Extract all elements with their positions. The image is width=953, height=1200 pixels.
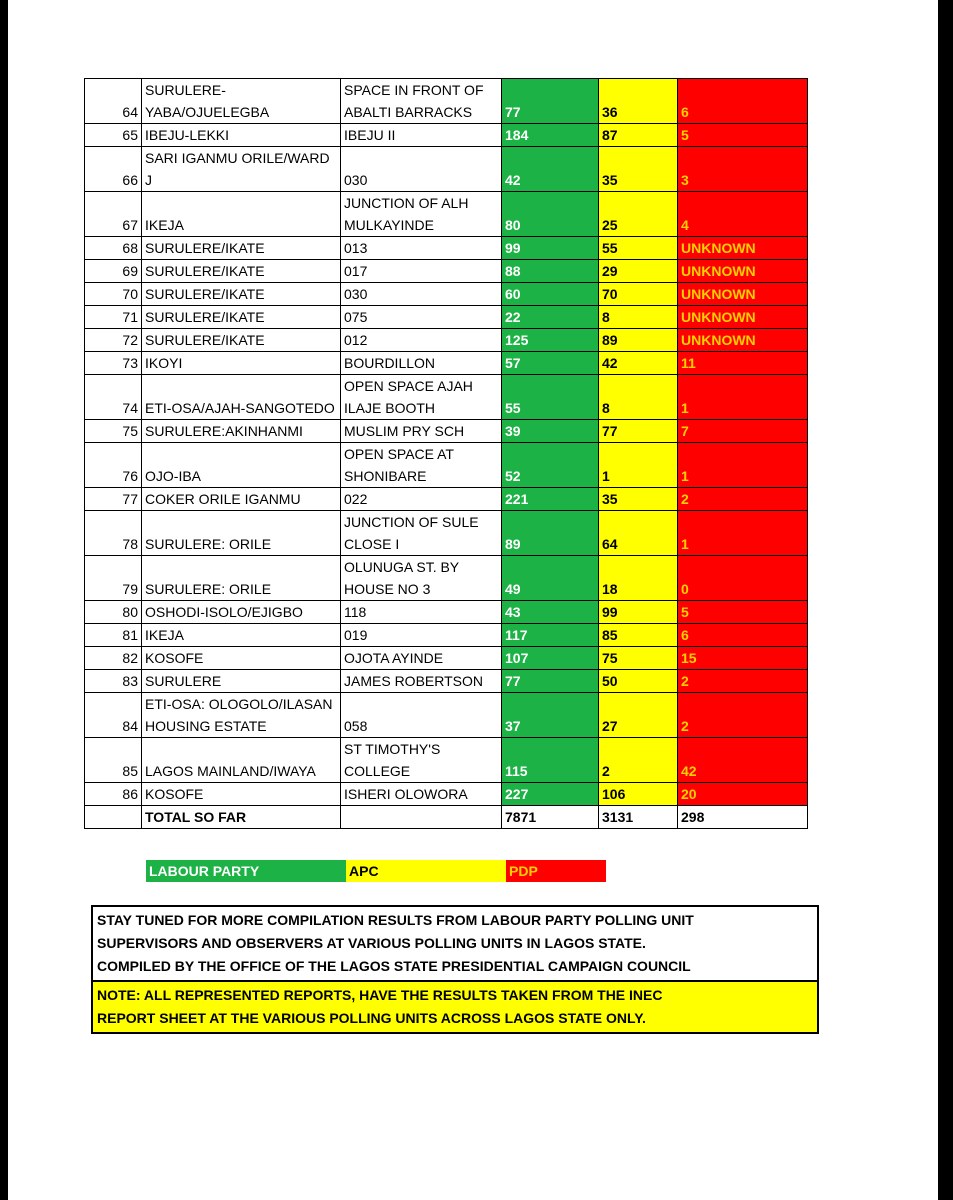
- area-cell: [142, 237, 341, 260]
- row-number: 74: [85, 375, 142, 420]
- apc-votes: 106: [599, 783, 678, 806]
- location-cell: [341, 488, 502, 511]
- total-label: TOTAL SO FAR: [142, 806, 341, 829]
- apc-votes: 87: [599, 124, 678, 147]
- result-row: [85, 624, 808, 647]
- labour-votes: 57: [502, 352, 599, 375]
- total-num-cell: [85, 806, 142, 829]
- result-row: [85, 420, 808, 443]
- notice-text: [93, 907, 817, 980]
- result-row: [85, 306, 808, 329]
- result-row: [85, 783, 808, 806]
- notice-line: SUPERVISORS AND OBSERVERS AT VARIOUS POLLING UNITS IN LAGOS STATE.: [97, 935, 646, 951]
- area-line: IBEJU-LEKKI: [145, 127, 230, 143]
- labour-votes: 43: [502, 601, 599, 624]
- result-row: [85, 511, 808, 556]
- area-line: SURULERE/IKATE: [145, 286, 265, 302]
- area-cell: [142, 420, 341, 443]
- apc-votes: 70: [599, 283, 678, 306]
- labour-votes: 125: [502, 329, 599, 352]
- pdp-votes: 2: [678, 670, 808, 693]
- location-line: 058: [344, 718, 368, 734]
- apc-votes: 99: [599, 601, 678, 624]
- area-line: [145, 443, 337, 465]
- labour-votes: 52: [502, 443, 599, 488]
- apc-votes: 77: [599, 420, 678, 443]
- apc-votes: 25: [599, 192, 678, 237]
- apc-votes: 18: [599, 556, 678, 601]
- area-line: SURULERE: [145, 673, 222, 689]
- result-row: [85, 556, 808, 601]
- area-line: SURULERE/IKATE: [145, 240, 265, 256]
- apc-votes: 1: [599, 443, 678, 488]
- area-cell: [142, 352, 341, 375]
- pdp-votes: 42: [678, 738, 808, 783]
- pdp-votes: 11: [678, 352, 808, 375]
- area-line: [145, 192, 337, 214]
- legend-apc: APC: [346, 860, 506, 882]
- location-line: 030: [344, 286, 368, 302]
- labour-votes: 115: [502, 738, 599, 783]
- row-number: 64: [85, 79, 142, 124]
- area-line: SURULERE/IKATE: [145, 309, 265, 325]
- result-row: [85, 124, 808, 147]
- location-line: 118: [344, 604, 367, 620]
- area-line: [145, 738, 337, 760]
- pdp-votes: 4: [678, 192, 808, 237]
- area-cell: [142, 647, 341, 670]
- apc-votes: 75: [599, 647, 678, 670]
- labour-votes: 39: [502, 420, 599, 443]
- location-cell: [341, 443, 502, 488]
- labour-votes: 221: [502, 488, 599, 511]
- location-line: ST TIMOTHY'S: [344, 741, 441, 757]
- area-line: COKER ORILE IGANMU: [145, 491, 301, 507]
- row-number: 66: [85, 147, 142, 192]
- result-row: [85, 329, 808, 352]
- pdp-votes: 2: [678, 488, 808, 511]
- area-line: SURULERE:AKINHANMI: [145, 423, 303, 439]
- area-cell: [142, 488, 341, 511]
- area-cell: [142, 443, 341, 488]
- apc-votes: 8: [599, 375, 678, 420]
- note-line: REPORT SHEET AT THE VARIOUS POLLING UNITS ACROSS LAGOS STATE ONLY.: [97, 1010, 646, 1026]
- location-line: 017: [344, 263, 368, 279]
- apc-votes: 36: [599, 79, 678, 124]
- location-line: 012: [344, 332, 368, 348]
- area-line: OSHODI-ISOLO/EJIGBO: [145, 604, 303, 620]
- location-cell: [341, 306, 502, 329]
- result-row: [85, 237, 808, 260]
- area-cell: [142, 624, 341, 647]
- note-line: NOTE: ALL REPRESENTED REPORTS, HAVE THE RESULTS TAKEN FROM THE INEC: [97, 987, 663, 1003]
- location-cell: [341, 147, 502, 192]
- labour-votes: 89: [502, 511, 599, 556]
- row-number: 79: [85, 556, 142, 601]
- location-line: IBEJU II: [344, 127, 396, 143]
- location-cell: [341, 738, 502, 783]
- notice-line: STAY TUNED FOR MORE COMPILATION RESULTS FROM LABOUR PARTY POLLING UNIT: [97, 912, 694, 928]
- area-line: [145, 375, 337, 397]
- pdp-votes: UNKNOWN: [678, 329, 808, 352]
- labour-votes: 184: [502, 124, 599, 147]
- result-row: [85, 488, 808, 511]
- location-cell: [341, 375, 502, 420]
- location-line: JAMES ROBERTSON: [344, 673, 483, 689]
- pdp-votes: 1: [678, 511, 808, 556]
- pdp-votes: 7: [678, 420, 808, 443]
- area-cell: [142, 738, 341, 783]
- location-cell: [341, 511, 502, 556]
- labour-votes: 42: [502, 147, 599, 192]
- location-line: JUNCTION OF ALH: [344, 195, 469, 211]
- apc-votes: 29: [599, 260, 678, 283]
- pdp-votes: 5: [678, 124, 808, 147]
- location-line: [344, 693, 498, 715]
- labour-votes: 55: [502, 375, 599, 420]
- area-cell: [142, 783, 341, 806]
- area-line: SURULERE: ORILE: [145, 581, 272, 597]
- apc-votes: 55: [599, 237, 678, 260]
- apc-votes: 89: [599, 329, 678, 352]
- apc-votes: 50: [599, 670, 678, 693]
- legend-labour-party: LABOUR PARTY: [146, 860, 346, 882]
- result-row: [85, 79, 808, 124]
- area-cell: [142, 79, 341, 124]
- row-number: 85: [85, 738, 142, 783]
- location-line: OLUNUGA ST. BY: [344, 559, 460, 575]
- labour-votes: 22: [502, 306, 599, 329]
- location-line: COLLEGE: [344, 763, 411, 779]
- pdp-votes: 6: [678, 79, 808, 124]
- result-row: [85, 283, 808, 306]
- row-number: 73: [85, 352, 142, 375]
- row-number: 86: [85, 783, 142, 806]
- total-labour: 7871: [502, 806, 599, 829]
- row-number: 72: [85, 329, 142, 352]
- area-line: SURULERE/IKATE: [145, 263, 265, 279]
- area-cell: [142, 375, 341, 420]
- apc-votes: 64: [599, 511, 678, 556]
- row-number: 67: [85, 192, 142, 237]
- labour-votes: 107: [502, 647, 599, 670]
- pdp-votes: 2: [678, 693, 808, 738]
- area-line: YABA/OJUELEGBA: [145, 104, 270, 120]
- area-cell: [142, 124, 341, 147]
- area-cell: [142, 556, 341, 601]
- notice-line: COMPILED BY THE OFFICE OF THE LAGOS STATE PRESIDENTIAL CAMPAIGN COUNCIL: [97, 958, 691, 974]
- row-number: 75: [85, 420, 142, 443]
- area-line: OJO-IBA: [145, 468, 202, 484]
- area-cell: [142, 192, 341, 237]
- row-number: 83: [85, 670, 142, 693]
- area-line: LAGOS MAINLAND/IWAYA: [145, 763, 316, 779]
- area-line: [145, 511, 337, 533]
- row-number: 84: [85, 693, 142, 738]
- apc-votes: 35: [599, 488, 678, 511]
- area-line: KOSOFE: [145, 650, 204, 666]
- location-cell: [341, 283, 502, 306]
- location-line: MULKAYINDE: [344, 217, 434, 233]
- labour-votes: 80: [502, 192, 599, 237]
- area-line: IKOYI: [145, 355, 183, 371]
- apc-votes: 27: [599, 693, 678, 738]
- location-cell: [341, 624, 502, 647]
- location-cell: [341, 647, 502, 670]
- pdp-votes: UNKNOWN: [678, 283, 808, 306]
- result-row: [85, 352, 808, 375]
- area-line: IKEJA: [145, 627, 184, 643]
- location-line: 022: [344, 491, 368, 507]
- location-line: 019: [344, 627, 368, 643]
- pdp-votes: 15: [678, 647, 808, 670]
- area-cell: [142, 147, 341, 192]
- location-cell: [341, 79, 502, 124]
- result-row: [85, 192, 808, 237]
- area-cell: [142, 601, 341, 624]
- labour-votes: 37: [502, 693, 599, 738]
- note-banner: [93, 980, 817, 1032]
- location-line: 030: [344, 172, 368, 188]
- pdp-votes: 1: [678, 443, 808, 488]
- location-line: OJOTA AYINDE: [344, 650, 444, 666]
- result-row: [85, 375, 808, 420]
- area-line: SURULERE/IKATE: [145, 332, 265, 348]
- row-number: 70: [85, 283, 142, 306]
- result-row: [85, 693, 808, 738]
- area-line: IKEJA: [145, 217, 184, 233]
- location-cell: [341, 601, 502, 624]
- apc-votes: 8: [599, 306, 678, 329]
- results-table: [84, 78, 808, 829]
- area-cell: [142, 329, 341, 352]
- labour-votes: 77: [502, 79, 599, 124]
- row-number: 76: [85, 443, 142, 488]
- location-line: JUNCTION OF SULE: [344, 514, 479, 530]
- labour-votes: 60: [502, 283, 599, 306]
- pdp-votes: UNKNOWN: [678, 260, 808, 283]
- apc-votes: 35: [599, 147, 678, 192]
- apc-votes: 42: [599, 352, 678, 375]
- area-cell: [142, 260, 341, 283]
- pdp-votes: 3: [678, 147, 808, 192]
- location-line: HOUSE NO 3: [344, 581, 431, 597]
- location-line: [344, 147, 498, 169]
- location-line: SPACE IN FRONT OF: [344, 82, 484, 98]
- result-row: [85, 443, 808, 488]
- location-cell: [341, 124, 502, 147]
- row-number: 82: [85, 647, 142, 670]
- location-cell: [341, 237, 502, 260]
- document-page: [8, 0, 938, 1200]
- row-number: 78: [85, 511, 142, 556]
- labour-votes: 49: [502, 556, 599, 601]
- total-apc: 3131: [599, 806, 678, 829]
- result-row: [85, 147, 808, 192]
- location-line: SHONIBARE: [344, 468, 427, 484]
- row-number: 68: [85, 237, 142, 260]
- area-line: ETI-OSA/AJAH-SANGOTEDO: [145, 400, 335, 416]
- row-number: 69: [85, 260, 142, 283]
- area-cell: [142, 283, 341, 306]
- location-cell: [341, 420, 502, 443]
- pdp-votes: UNKNOWN: [678, 237, 808, 260]
- pdp-votes: 1: [678, 375, 808, 420]
- result-row: [85, 601, 808, 624]
- location-line: BOURDILLON: [344, 355, 436, 371]
- location-line: 013: [344, 240, 368, 256]
- location-line: MUSLIM PRY SCH: [344, 423, 465, 439]
- labour-votes: 77: [502, 670, 599, 693]
- location-cell: [341, 352, 502, 375]
- row-number: 77: [85, 488, 142, 511]
- location-cell: [341, 670, 502, 693]
- area-line: HOUSING ESTATE: [145, 718, 267, 734]
- result-row: [85, 670, 808, 693]
- location-line: 075: [344, 309, 368, 325]
- apc-votes: 2: [599, 738, 678, 783]
- area-cell: [142, 693, 341, 738]
- notice-box: [91, 905, 819, 1034]
- result-row: [85, 260, 808, 283]
- pdp-votes: 5: [678, 601, 808, 624]
- result-row: [85, 738, 808, 783]
- area-cell: [142, 670, 341, 693]
- pdp-votes: 0: [678, 556, 808, 601]
- location-cell: [341, 693, 502, 738]
- total-location-cell: [341, 806, 502, 829]
- location-cell: [341, 329, 502, 352]
- row-number: 71: [85, 306, 142, 329]
- location-cell: [341, 192, 502, 237]
- location-line: ISHERI OLOWORA: [344, 786, 468, 802]
- labour-votes: 99: [502, 237, 599, 260]
- result-row: [85, 647, 808, 670]
- area-cell: [142, 306, 341, 329]
- legend-pdp: PDP: [506, 860, 606, 882]
- location-line: CLOSE I: [344, 536, 400, 552]
- row-number: 81: [85, 624, 142, 647]
- location-line: OPEN SPACE AT: [344, 446, 454, 462]
- total-pdp: 298: [678, 806, 808, 829]
- area-line: [145, 556, 337, 578]
- pdp-votes: 6: [678, 624, 808, 647]
- labour-votes: 227: [502, 783, 599, 806]
- area-line: SARI IGANMU ORILE/WARD: [145, 150, 330, 166]
- area-line: SURULERE: ORILE: [145, 536, 272, 552]
- location-cell: [341, 783, 502, 806]
- area-line: J: [145, 172, 152, 188]
- location-line: OPEN SPACE AJAH: [344, 378, 473, 394]
- location-cell: [341, 260, 502, 283]
- apc-votes: 85: [599, 624, 678, 647]
- labour-votes: 117: [502, 624, 599, 647]
- row-number: 80: [85, 601, 142, 624]
- location-line: ABALTI BARRACKS: [344, 104, 473, 120]
- area-cell: [142, 511, 341, 556]
- location-line: ILAJE BOOTH: [344, 400, 436, 416]
- area-line: SURULERE-: [145, 82, 226, 98]
- location-cell: [341, 556, 502, 601]
- row-number: 65: [85, 124, 142, 147]
- total-row: [85, 806, 808, 829]
- pdp-votes: 20: [678, 783, 808, 806]
- labour-votes: 88: [502, 260, 599, 283]
- area-line: KOSOFE: [145, 786, 204, 802]
- pdp-votes: UNKNOWN: [678, 306, 808, 329]
- area-line: ETI-OSA: OLOGOLO/ILASAN: [145, 696, 333, 712]
